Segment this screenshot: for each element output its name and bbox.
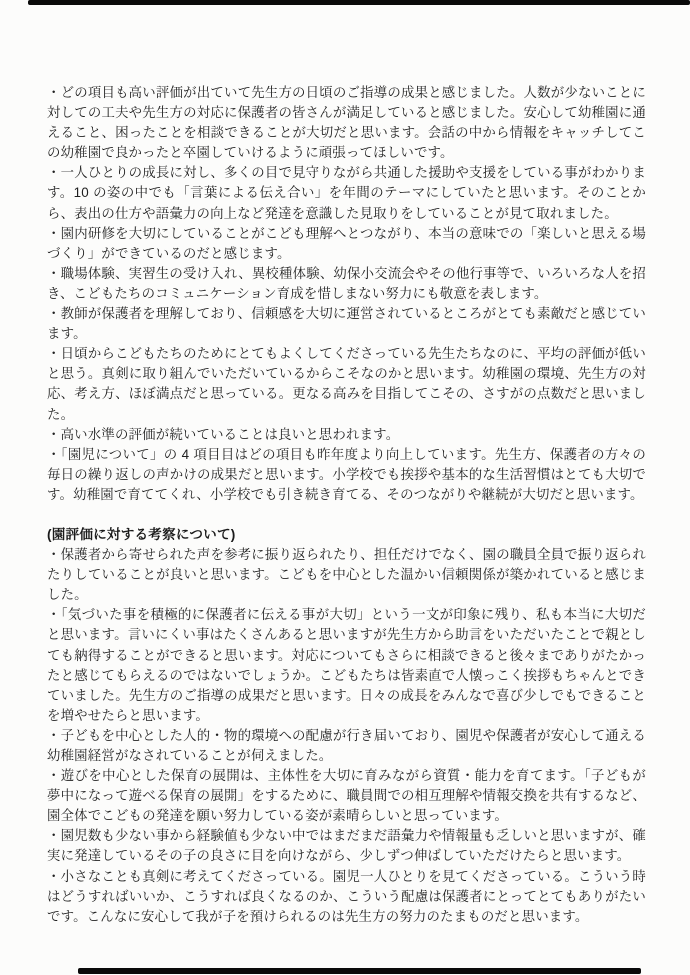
comment-paragraph: ・高い水準の評価が続いていることは良いと思われます。 bbox=[47, 426, 400, 442]
consideration-paragraph: ・「気づいた事を積極的に保護者に伝える事が大切」という一文が印象に残り、私も本当に大切だと思います。言いにくい事はたくさんあると思いますが先生方から助言をいただいたことで親としても納得することができると思います。対応についてもさらに相談できると後々までありがたかったと感じてもらえるのではないでしょうか。こどもたちは皆素直で人懐っこく挨拶もちゃんとできていました。先生方のご指導の成果だと思います。日々の成長をみんなで喜び少しでもできることを増やせたらと思います。 bbox=[47, 607, 646, 723]
comment-paragraph: ・教師が保護者を理解しており、信頼感を大切に運営されているところがとても素敵だと感じています。 bbox=[47, 306, 646, 342]
consideration-paragraph: ・遊びを中心とした保育の展開は、主体性を大切に育みながら資質・能力を育てます。「子どもが夢中になって遊べる保育の展開」をするために、職員間での相互理解や情報交換を共有するなど、園全体でこどもの発達を願い努力している姿が素晴らしいと思っています。 bbox=[47, 768, 646, 824]
comment-paragraph: ・一人ひとりの成長に対し、多くの目で見守りながら共通した援助や支援をしている事がわかります。10 の姿の中でも「言葉による伝え合い」を年間のテーマにしていたと思います。そのことから、表出の仕方や語彙力の向上など発達を意識した見取りをしていることが見て取れました。 bbox=[47, 165, 646, 221]
consideration-section-heading: (園評価に対する考察について) bbox=[47, 526, 236, 542]
consideration-section bbox=[47, 545, 646, 927]
comment-paragraph: ・職場体験、実習生の受け入れ、異校種体験、幼保小交流会やその他行事等で、いろいろな人を招き、こどもたちのコミュニケーション育成を惜しまない努力にも敬意を表します。 bbox=[47, 265, 646, 301]
comment-paragraph: ・「園児について」の 4 項目目はどの項目も昨年度より向上しています。先生方、保護者の方々の毎日の繰り返しの声かけの成果だと思います。小学校でも挨拶や基本的な生活習慣はとても大切です。幼稚園で育ててくれ、小学校でも引き続き育てる、そのつながりや継続が大切だと思います。 bbox=[47, 446, 646, 502]
scan-artifact-top-bar bbox=[28, 0, 690, 5]
comment-paragraph: ・日頃からこどもたちのためにとてもよくしてくださっている先生たちなのに、平均の評価が低いと思う。真剣に取り組んでいただいているからこそなのかと思います。幼稚園の環境、先生方の対応、考え方、ほぼ満点だと思っている。更なる高みを目指してこその、さすがの点数だと思いました。 bbox=[47, 346, 646, 422]
consideration-paragraph: ・子どもを中心とした人的・物的環境への配慮が行き届いており、園児や保護者が安心して通える幼稚園経営がなされていることが伺えました。 bbox=[47, 727, 646, 763]
consideration-paragraph: ・保護者から寄せられた声を参考に振り返られたり、担任だけでなく、園の職員全員で振り返られたりしていることが良いと思います。こどもを中心とした温かい信頼関係が築かれていると感じました。 bbox=[47, 547, 646, 603]
scan-artifact-bottom-bar bbox=[78, 968, 641, 974]
consideration-paragraph: ・園児数も少ない事から経験値も少ない中ではまだまだ語彙力や情報量も乏しいと思いますが、確実に発達しているその子の良さに目を向けながら、少しずつ伸ばしていただけたらと思います。 bbox=[47, 828, 646, 864]
consideration-paragraph: ・小さなことも真剣に考えてくださっている。園児一人ひとりを見てくださっている。こういう時はどうすればいいか、こうすれば良くなるのか、こういう配慮は保護者にとってとてもありがたいです。こんなに安心して我が子を預けられるのは先生方の努力のたまものだと思います。 bbox=[47, 868, 646, 924]
comment-paragraph: ・どの項目も高い評価が出ていて先生方の日頃のご指導の成果と感じました。人数が少ないことに対しての工夫や先生方の対応に保護者の皆さんが満足していると感じました。安心して幼稚園に通えること、困ったことを相談できることが大切だと思います。会話の中から情報をキャッチしてこの幼稚園で良かったと卒園していけるように頑張ってほしいです。 bbox=[47, 85, 646, 161]
comment-paragraph: ・園内研修を大切にしていることがこども理解へとつながり、本当の意味での「楽しいと思える場づくり」ができているのだと感じます。 bbox=[47, 225, 646, 261]
evaluation-comments-section bbox=[47, 83, 646, 505]
